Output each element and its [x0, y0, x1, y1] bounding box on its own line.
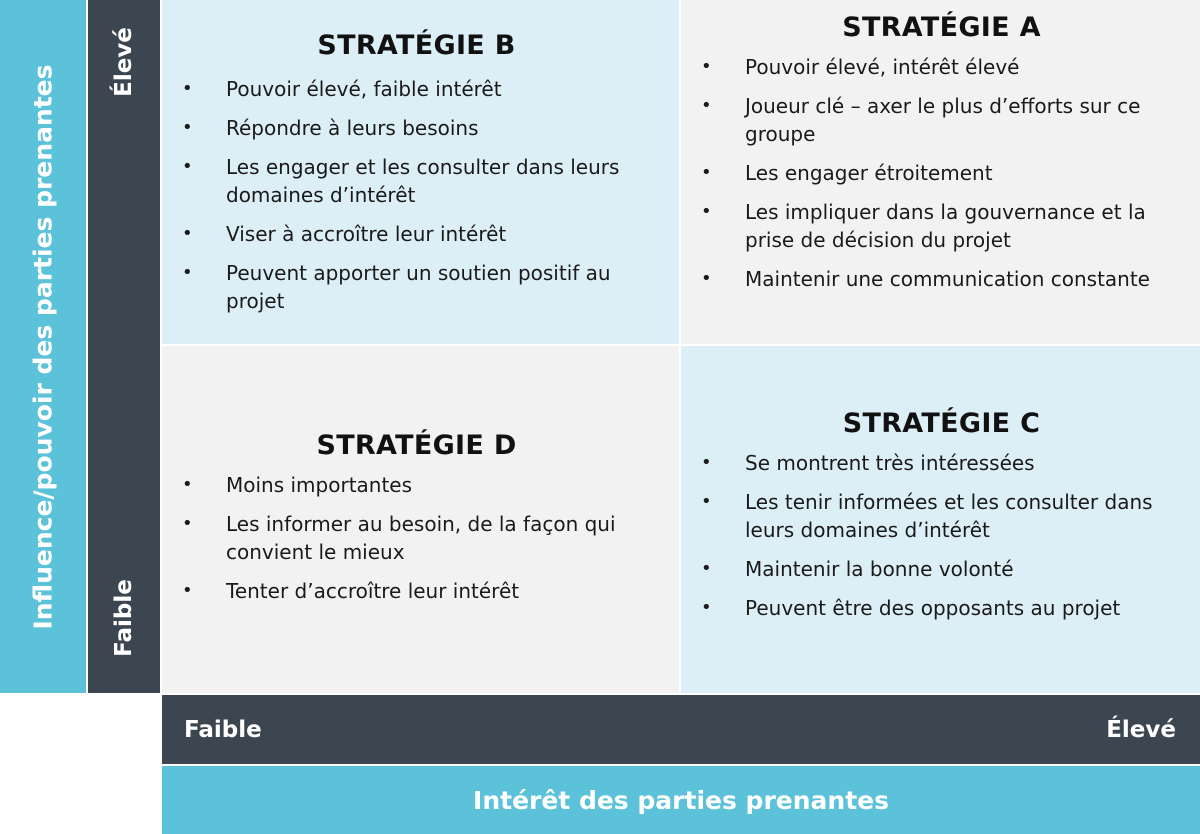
- strategy-item: [693, 53, 1190, 81]
- strategy-item: [693, 198, 1190, 254]
- quadrant-title: STRATÉGIE B: [317, 30, 516, 61]
- strategy-item: [174, 75, 659, 103]
- y-axis-title: Influence/pouvoir des parties prenantes: [28, 63, 58, 630]
- bullet-icon: •: [701, 268, 712, 289]
- x-axis-title: Intérêt des parties prenantes: [473, 785, 889, 815]
- strategy-list: [693, 449, 1190, 622]
- strategy-list: [174, 75, 659, 315]
- strategy-item-text: Peuvent être des opposants au projet: [745, 596, 1121, 620]
- strategy-item-text: Les engager et les consulter dans leurs domaines d’intérêt: [226, 155, 620, 207]
- strategy-item: [174, 153, 659, 209]
- quadrant-strategie-b: [162, 0, 679, 344]
- strategy-item-text: Répondre à leurs besoins: [226, 116, 479, 140]
- strategy-item-text: Peuvent apporter un soutien positif au projet: [226, 261, 611, 313]
- y-axis-high-label: Élevé: [111, 27, 137, 97]
- strategy-item: [693, 488, 1190, 544]
- strategy-list: [693, 53, 1190, 293]
- quadrant-title: STRATÉGIE A: [842, 12, 1041, 43]
- bullet-icon: •: [701, 558, 712, 579]
- bullet-icon: •: [182, 262, 193, 283]
- strategy-item: [693, 265, 1190, 293]
- bullet-icon: •: [701, 56, 712, 77]
- strategy-item-text: Les tenir informées et les consulter dans leurs domaines d’intérêt: [745, 490, 1153, 542]
- y-axis-title-band: [0, 0, 86, 693]
- strategy-item: [174, 510, 659, 566]
- strategy-list: [174, 471, 659, 605]
- quadrant-title: STRATÉGIE C: [842, 408, 1041, 439]
- quadrant-strategie-c: [681, 346, 1200, 693]
- strategy-item-text: Tenter d’accroître leur intérêt: [226, 579, 520, 603]
- bullet-icon: •: [701, 491, 712, 512]
- bullet-icon: •: [701, 201, 712, 222]
- strategy-item-text: Joueur clé – axer le plus d’efforts sur ce groupe: [745, 94, 1141, 146]
- strategy-item-text: Maintenir une communication constante: [745, 267, 1150, 291]
- strategy-item-text: Moins importantes: [226, 473, 413, 497]
- strategy-item-text: Maintenir la bonne volonté: [745, 557, 1014, 581]
- strategy-item-text: Les engager étroitement: [745, 161, 993, 185]
- quadrant-title: STRATÉGIE D: [316, 430, 517, 461]
- y-axis-tick-band: [88, 0, 160, 693]
- strategy-item: [693, 594, 1190, 622]
- strategy-item: [693, 92, 1190, 148]
- strategy-item: [174, 471, 659, 499]
- strategy-item: [174, 114, 659, 142]
- strategy-item-text: Pouvoir élevé, intérêt élevé: [745, 55, 1020, 79]
- strategy-item-text: Se montrent très intéressées: [745, 451, 1035, 475]
- bullet-icon: •: [182, 117, 193, 138]
- quadrant-strategie-d: [162, 346, 679, 693]
- bullet-icon: •: [701, 452, 712, 473]
- bullet-icon: •: [182, 78, 193, 99]
- strategy-item: [174, 577, 659, 605]
- strategy-item: [693, 159, 1190, 187]
- x-axis-title-band: [162, 766, 1200, 834]
- y-axis-low-label: Faible: [111, 579, 137, 657]
- strategy-item-text: Pouvoir élevé, faible intérêt: [226, 77, 502, 101]
- bullet-icon: •: [182, 223, 193, 244]
- bullet-icon: •: [701, 162, 712, 183]
- quadrant-strategie-a: [681, 0, 1200, 344]
- x-axis-low-label: Faible: [184, 716, 262, 743]
- bullet-icon: •: [182, 156, 193, 177]
- bullet-icon: •: [701, 95, 712, 116]
- bullet-icon: •: [182, 580, 193, 601]
- strategy-item-text: Les informer au besoin, de la façon qui convient le mieux: [226, 512, 616, 564]
- strategy-item: [693, 555, 1190, 583]
- x-axis-tick-band: [162, 695, 1200, 764]
- bullet-icon: •: [182, 474, 193, 495]
- strategy-item-text: Viser à accroître leur intérêt: [226, 222, 507, 246]
- strategy-item: [174, 220, 659, 248]
- strategy-item: [174, 259, 659, 315]
- x-axis-high-label: Élevé: [1106, 716, 1176, 743]
- strategy-item-text: Les impliquer dans la gouvernance et la prise de décision du projet: [745, 200, 1146, 252]
- strategy-item: [693, 449, 1190, 477]
- bullet-icon: •: [182, 513, 193, 534]
- bullet-icon: •: [701, 597, 712, 618]
